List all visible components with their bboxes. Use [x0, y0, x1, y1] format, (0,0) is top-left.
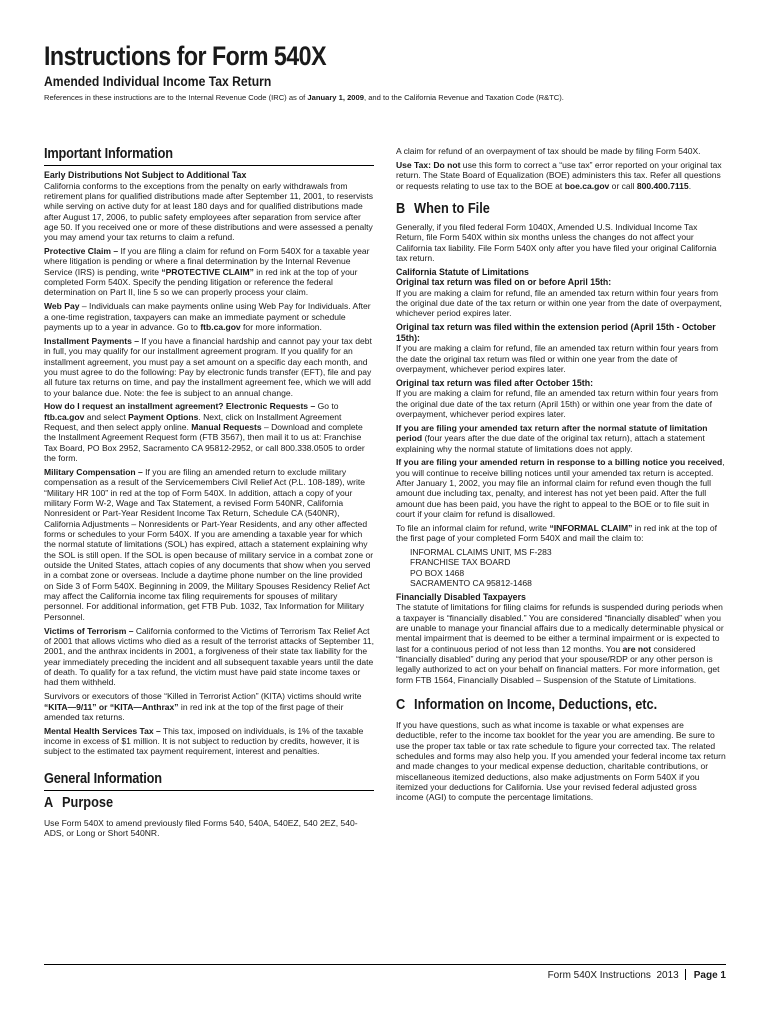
- manual-requests-label: Manual Requests: [191, 422, 262, 433]
- document-subtitle: Amended Individual Income Tax Return: [44, 74, 272, 89]
- are-not-keyword: are not: [622, 643, 652, 654]
- use-tax-paragraph: [396, 160, 726, 191]
- installment-request-lead: How do I request an installment agreement? Electronic Requests –: [44, 401, 316, 412]
- early-distributions-heading: Early Distributions Not Subject to Additional Tax: [44, 170, 247, 180]
- use-tax-lead: Use Tax: Do not: [396, 159, 461, 170]
- normal-statute-text: (four years after the due date of the original tax return), attach a statement explaining why the normal statute of limitations does not apply.: [396, 433, 705, 454]
- web-pay-paragraph: [44, 301, 374, 332]
- installment-request-paragraph: [44, 401, 374, 463]
- page-footer: [44, 964, 726, 981]
- october-text: If you are making a claim for refund, file an amended tax return within four years from the original due date of the tax return (April 15th) or within one year from the date of overpayment, whichever period expires later.: [396, 388, 719, 419]
- victims-of-terrorism-lead: Victims of Terrorism –: [44, 625, 134, 636]
- use-tax-text-end: .: [688, 180, 692, 191]
- informal-claim-keyword: “INFORMAL CLAIM”: [549, 522, 633, 533]
- protective-claim-keyword: “PROTECTIVE CLAIM”: [161, 266, 254, 277]
- footer-form-title: Form 540X Instructions 2013: [547, 970, 679, 981]
- important-information-heading: Important Information: [44, 146, 173, 162]
- purpose-heading: [44, 795, 334, 812]
- claim-refund-text: A claim for refund of an overpayment of tax should be made by filing Form 540X.: [396, 146, 701, 156]
- extension-text: If you are making a claim for refund, file an amended tax return within four years from the date the original tax return was filed or within one year from the date of overpayment, whichever period expires later.: [396, 343, 719, 374]
- installment-request-text-3: . Next, click on Installment Agreement Request, and then select apply online.: [44, 411, 342, 433]
- installment-request-text: Go to: [315, 401, 339, 412]
- references-line: [44, 93, 726, 103]
- address-line: PO BOX 1468: [410, 567, 465, 578]
- references-date: January 1, 2009: [307, 93, 364, 102]
- section-rule: [44, 790, 374, 791]
- ftb-link[interactable]: ftb.ca.gov: [44, 411, 85, 422]
- protective-claim-paragraph: [44, 246, 374, 298]
- when-to-file-text: Generally, if you filed federal Form 1040X, Amended U.S. Individual Income Tax Return, file Form 540X within six months unless the changes do not affect your California tax liability. File Form 540X only after you have filed your original California tax return.: [396, 221, 717, 263]
- financially-disabled-text-end: considered “financially disabled” during any period that your spouse/RDP or any other person is legally authorized to act on your behalf on financial matters. For more information, get form FTB 1564, Financially Disabled – Suspension of the Statute of Limitations.: [396, 643, 720, 685]
- survivors-paragraph: [44, 691, 374, 722]
- address-line: INFORMAL CLAIMS UNIT, MS F-283: [410, 547, 552, 558]
- billing-notice-text: , you will continue to receive billing notices until your amended tax return is accepted. After January 1, 2002, you may file an informal claim for refund even though the full amount due including tax, penalty, and interest has not yet been paid. After the full amount due has been paid, you have the right to appeal to the BOE or to file suit in court if your claim for refund is disallowed.: [396, 457, 725, 520]
- when-to-file-heading: [396, 201, 686, 218]
- installment-payments-text: If you have a financial hardship and cannot pay your tax debt in full, you may qualify for our installment agreement program. If you qualify for an installment agreement, you must pay a set amount on a specific day each month, and you must agree to do the following: Pay by electronic funds transfer (EFT), file and pay all future tax returns on time, and pay the installment agreement fee, which we will add to your balance due. Note: the fee is subject to an annual change.: [44, 335, 372, 398]
- military-compensation-paragraph: [44, 467, 374, 622]
- mailing-address: [396, 547, 726, 588]
- informal-claim-text: To file an informal claim for refund, write: [396, 522, 550, 533]
- section-letter-a: A: [44, 794, 54, 811]
- boe-link[interactable]: boe.ca.gov: [564, 180, 610, 191]
- survivors-text-end: in red ink at the top of the first page of their amended tax returns.: [44, 701, 344, 722]
- left-column: [44, 146, 374, 842]
- protective-claim-lead: Protective Claim –: [44, 246, 119, 257]
- page-number: Page 1: [693, 970, 726, 981]
- mental-health-text: This tax, imposed on individuals, is 1% of the taxable income in excess of $1 million. It is not subject to reduction by credits, however, it is subject to the estimated tax payment requirement, interest and penalties.: [44, 725, 364, 757]
- web-pay-text: – Individuals can make payments online using Web Pay for Individuals. After a one-time registration, taxpayers can make an immediate payment or schedule payments up to a year in advance. Go to: [44, 301, 371, 332]
- april-heading: Original tax return was filed on or before April 15th:: [396, 277, 612, 288]
- october-heading: Original tax return was filed after October 15th:: [396, 377, 593, 388]
- payment-options-label: Payment Options: [128, 411, 199, 422]
- use-tax-text-2: or call: [609, 180, 637, 191]
- information-heading: [396, 697, 686, 714]
- information-text: If you have questions, such as what income is taxable or what expenses are deductible, refer to the income tax booklet for the year you are amending. Be sure to use the proper tax table or tax rate schedule to figure your corrected tax. The related schedules and forms may also help you. If you amended your federal income tax return and made changes to your medical expense deduction, charitable contributions, or miscellaneous itemized deductions, also make adjustments on Form 540X if you itemized your deductions for California. Use your revised federal adjusted gross income (AGI) to compute the percentage limitations.: [396, 720, 726, 803]
- section-letter-c: C: [396, 697, 406, 714]
- kita-keyword: “KITA—9/11” or “KITA—Anthrax”: [44, 701, 179, 712]
- informal-claim-paragraph: [396, 523, 726, 544]
- document-title: Instructions for Form 540X: [44, 41, 327, 71]
- web-pay-text-end: for more information.: [240, 321, 322, 332]
- purpose-heading-text: Purpose: [62, 794, 114, 811]
- informal-claim-text-end: in red ink at the top of the first page of your completed Form 540X and mail the claim to:: [396, 522, 717, 544]
- financially-disabled-heading: Financially Disabled Taxpayers: [396, 591, 526, 602]
- mental-health-paragraph: [44, 726, 374, 757]
- references-text-end: , and to the California Revenue and Taxation Code (R&TC).: [363, 93, 564, 102]
- normal-statute-paragraph: [396, 423, 726, 454]
- references-text: References in these instructions are to the Internal Revenue Code (IRC) as of: [44, 93, 308, 102]
- billing-notice-paragraph: [396, 457, 726, 519]
- victims-of-terrorism-paragraph: [44, 626, 374, 688]
- information-heading-text: Information on Income, Deductions, etc.: [414, 697, 658, 714]
- victims-of-terrorism-text: California conformed to the Victims of Terrorism Tax Relief Act of 2001 that allows victims who died as a result of the terrorist attacks of September 11, 2001, and the anthrax incidents in 2001, a forgiveness of their state tax liability for the year immediately preceding the incident and all subsequent taxable years until the date of death. To qualify for a tax refund, the victim must have paid state income taxes or had them withheld.: [44, 625, 375, 688]
- military-compensation-text: If you are filing an amended return to exclude military compensation as a result of the Servicemembers Civil Relief Act (P.L. 108-189), write “Military HR 100” in red at the top of Form 540X. In addition, attach a copy of your military Form W-2, Wage and Tax Statement, a revised Form 540NR, California Nonresident or Part-Year Resident Income Tax Return, Schedule CA (540NR), California Adjustments – Nonresidents or Part-Year Residents, and any other affected forms or schedules to your Form 540X. If you are amending a taxable year for which the normal statute of limitations (SOL) has expired, attach a statement explaining why the SOL is still open. If the SOL is open because of military service in a combat zone or outside the United States, attach copies of any documents that show when you served in a combat zone or overseas. Include a daytime phone number on the line provided on Side 3 of Form 540X. Beginning in 2009, the Military Spouses Residency Relief Act may affect the California income tax filing requirements for spouses of military personnel. For additional information, get FTB Pub. 1032, Tax Information for Military Personnel.: [44, 466, 374, 622]
- extension-heading: Original tax return was filed within the extension period (April 15th - October 15th):: [396, 322, 716, 343]
- statute-of-limitations-heading: California Statute of Limitations: [396, 266, 529, 277]
- installment-payments-lead: Installment Payments –: [44, 335, 140, 346]
- general-information-heading: General Information: [44, 770, 162, 787]
- protective-claim-text-end: in red ink at the top of your completed Form 540X. Specify the pending litigation or reference the federal determination on Part II, line 5 so we can properly process your claim.: [44, 266, 358, 298]
- address-line: SACRAMENTO CA 95812-1468: [410, 578, 532, 589]
- document-page: [44, 40, 726, 839]
- web-pay-lead: Web Pay: [44, 301, 80, 312]
- use-tax-text: use this form to correct a “use tax” error reported on your original tax return. The State Board of Equalization (BOE) administers this tax. Refer all questions or requests relating to use tax to the BOE at: [396, 159, 722, 191]
- early-distributions-text: California conforms to the exceptions from the penalty on early withdrawals from retirement plans for qualified distributions made after September 11, 2001, to reservists while serving on active duty for at least 180 days and for qualified distributions made after August 17, 2006, to public safety employees after separation from service after age 50. If you received one or more of these distributions and were assessed a penalty you may amend your tax returns to claim a refund.: [44, 180, 374, 243]
- body-columns: [44, 146, 726, 842]
- address-line: FRANCHISE TAX BOARD: [410, 557, 511, 568]
- ftb-link[interactable]: ftb.ca.gov: [200, 321, 241, 332]
- right-column: [396, 146, 726, 842]
- protective-claim-text: If you are filing a claim for refund on Form 540X for a taxable year where litigation is pending or where a final determination by the Internal Revenue Service (IRS) is pending, write: [44, 246, 370, 277]
- footer-divider: [685, 969, 686, 980]
- when-to-file-heading-text: When to File: [414, 200, 490, 217]
- financially-disabled-paragraph: [396, 602, 726, 685]
- april-text: If you are making a claim for refund, file an amended tax return within four years from the original due date of the tax return or within one year from the date of overpayment, whichever period expires later.: [396, 287, 722, 319]
- installment-request-text-4: – Download and complete the Installment Agreement Request form (FTB 3567), then mail it to us at: Franchise Tax Board, PO Box 2952, Sacramento CA 95812-2952, or call 800.338.0505 to order the form.: [44, 422, 365, 464]
- survivors-text: Survivors or executors of those “Killed in Terrorist Action” (KITA) victims should write: [44, 691, 362, 702]
- financially-disabled-text: The statute of limitations for filing claims for refunds is suspended during periods when a taxpayer is “financially disabled.” You are considered “financially disabled” when you are unable to manage your financial affairs due to a medically determinable physical or mental impairment that is deemed to be either a terminal impairment or is expected to last for a continuous period of not less than 12 months. You: [396, 602, 724, 654]
- boe-phone: 800.400.7115: [636, 180, 689, 191]
- installment-request-text-2: and select: [84, 411, 129, 422]
- military-compensation-lead: Military Compensation –: [44, 466, 143, 477]
- purpose-text: Use Form 540X to amend previously filed Forms 540, 540A, 540EZ, 540 2EZ, 540-ADS, or Long or Short 540NR.: [44, 817, 358, 839]
- billing-notice-lead: If you are filing your amended return in response to a billing notice you received: [396, 457, 723, 468]
- normal-statute-lead: If you are filing your amended tax return after the normal statute of limitation period: [396, 422, 708, 444]
- section-letter-b: B: [396, 200, 406, 217]
- section-rule: [44, 165, 374, 166]
- mental-health-lead: Mental Health Services Tax –: [44, 725, 161, 736]
- installment-payments-paragraph: [44, 336, 374, 398]
